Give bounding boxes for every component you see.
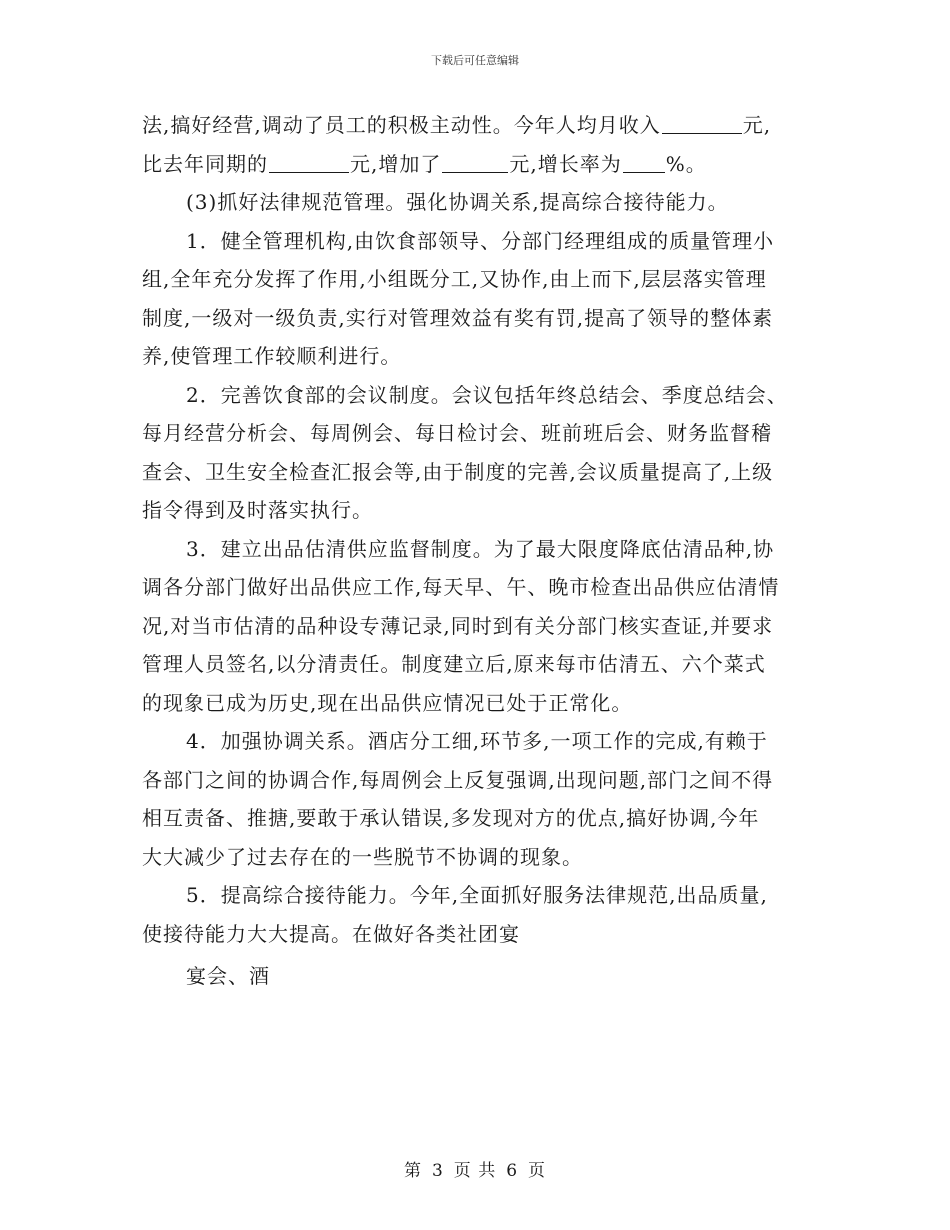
fill-blank <box>442 152 508 173</box>
footer-mid: 页 共 <box>453 1161 497 1181</box>
paragraph-line: 1．健全管理机构,由饮食部领导、分部门经理组成的质量管理小 <box>186 228 775 253</box>
paragraph-line: 使接待能力大大提高。在做好各类社团宴 <box>142 921 520 946</box>
paragraph-line: 指令得到及时落实执行。 <box>142 498 373 522</box>
paragraph-1 <box>142 222 810 376</box>
fill-blank <box>269 152 349 173</box>
paragraph-line: 3．建立出品估清供应监督制度。为了最大限度降底估清品种,协 <box>186 536 775 561</box>
paragraph-line: 4．加强协调关系。酒店分工细,环节多,一项工作的完成,有赖于 <box>186 729 768 753</box>
paragraph-line: 5．提高综合接待能力。今年,全面抓好服务法律规范,出品质量, <box>186 883 768 907</box>
text-segment: 元,增加了 <box>350 151 442 176</box>
text-segment: 法,搞好经营,调动了员工的积极主动性。今年人均月收入 <box>142 113 661 137</box>
section-heading: (3)抓好法律规范管理。强化协调关系,提高综合接待能力。 <box>186 190 729 214</box>
income-line <box>142 106 810 145</box>
text-segment: %。 <box>665 151 707 176</box>
page-header: 下载后可任意编辑 <box>431 54 519 67</box>
paragraph-2 <box>142 376 810 530</box>
paragraph-line: 养,使管理工作较顺利进行。 <box>142 344 402 368</box>
trailing-fragment: 宴会、酒 <box>186 964 270 988</box>
total-pages: 6 <box>506 1161 519 1181</box>
paragraph-line: 查会、卫生安全检查汇报会等,由于制度的完善,会议质量提高了,上级 <box>142 459 774 484</box>
fill-blank <box>662 113 742 134</box>
paragraph-5 <box>142 876 810 953</box>
paragraph-3 <box>142 530 810 723</box>
paragraph-line: 组,全年充分发挥了作用,小组既分工,又协作,由上而下,层层落实管理 <box>142 267 767 291</box>
comparison-line <box>142 145 810 184</box>
paragraph-line: 制度,一级对一级负责,实行对管理效益有奖有罚,提高了领导的整体素 <box>142 305 774 330</box>
paragraph-line: 每月经营分析会、每周例会、每日检讨会、班前班后会、财务监督稽 <box>142 421 772 445</box>
paragraph-line: 况,对当市估清的品种设专薄记录,同时到有关分部门核实查证,并要求 <box>142 613 774 638</box>
document-body <box>142 106 810 996</box>
page-footer <box>0 1156 950 1181</box>
page-number: 3 <box>431 1161 444 1181</box>
paragraph-line: 相互责备、推搪,要敢于承认错误,多发现对方的优点,搞好协调,今年 <box>142 806 760 830</box>
paragraph-line: 各部门之间的协调合作,每周例会上反复强调,出现问题,部门之间不得 <box>142 767 774 792</box>
paragraph-line: 2．完善饮食部的会议制度。会议包括年终总结会、季度总结会、 <box>186 382 788 407</box>
footer-prefix: 第 <box>403 1161 422 1181</box>
paragraph-line: 管理人员签名,以分清责任。制度建立后,原来每市估清五、六个菜式 <box>142 652 766 676</box>
text-segment: 元,增长率为 <box>509 151 622 176</box>
footer-suffix: 页 <box>528 1161 547 1181</box>
text-segment: 比去年同期的 <box>142 151 268 176</box>
paragraph-line: 调各分部门做好出品供应工作,每天早、午、晚市检查出品供应估清情 <box>142 575 780 599</box>
paragraph-line: 的现象已成为历史,现在出品供应情况已处于正常化。 <box>142 690 633 715</box>
text-segment: 元, <box>742 113 772 137</box>
paragraph-4 <box>142 722 810 876</box>
paragraph-line: 大大减少了过去存在的一些脱节不协调的现象。 <box>142 844 583 869</box>
fill-blank <box>623 152 665 173</box>
